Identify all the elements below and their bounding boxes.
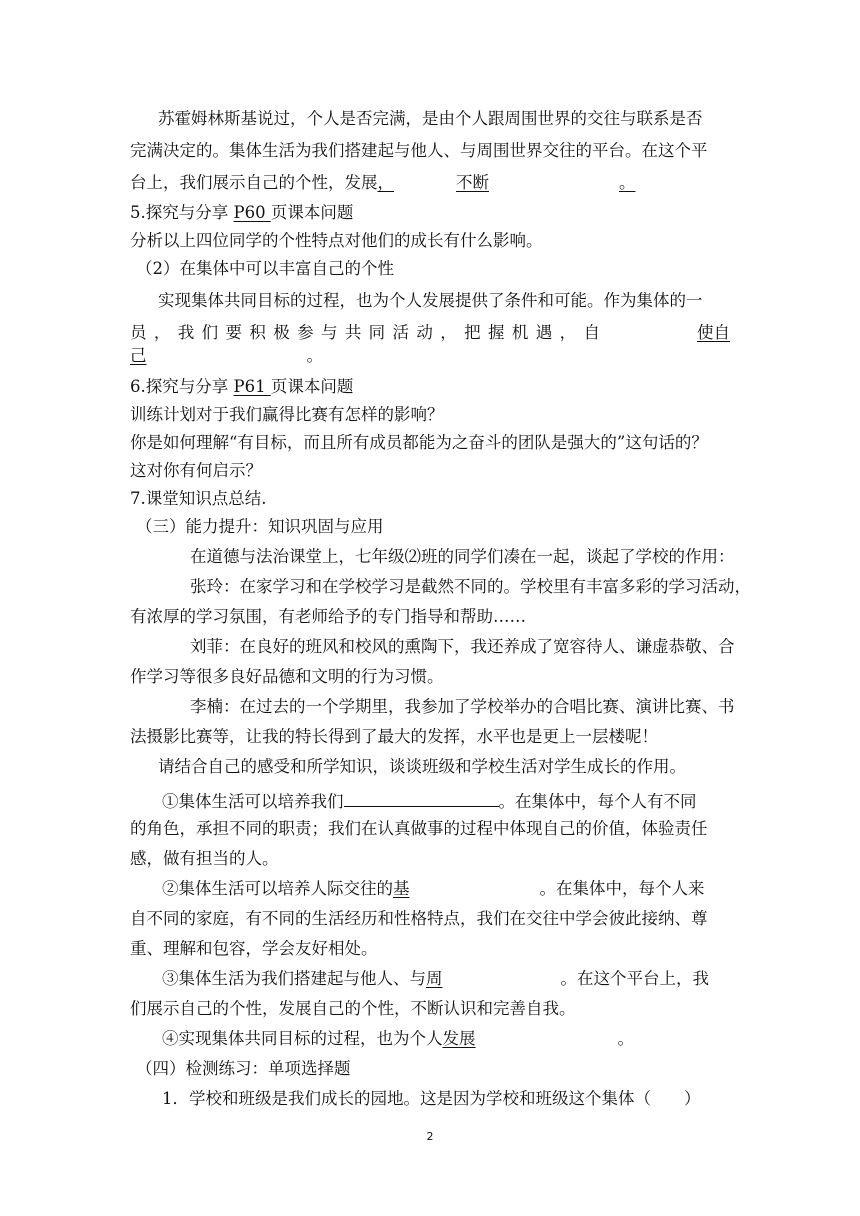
paragraph-line: 李楠：在过去的一个学期里，我参加了学校举办的合唱比赛、演讲比赛、书	[190, 697, 735, 716]
fill-blank	[344, 788, 499, 807]
paragraph-line: 员，我们要积极参与共同活动，把握机遇，自 使自	[130, 323, 730, 342]
paragraph-line: 自不同的家庭，有不同的生活经历和性格特点，我们在交往中学会彼此接纳、尊	[130, 909, 708, 928]
question-line: 分析以上四位同学的个性特点对他们的成长有什么影响。	[130, 231, 543, 250]
fill-blank: 己	[130, 346, 147, 365]
section-heading: 5.探究与分享 P60 页课本问题	[130, 203, 354, 222]
answer-line: ④实现集体共同目标的过程，也为个人发展 。	[162, 1029, 634, 1048]
section-heading: 7.课堂知识点总结.	[130, 489, 267, 508]
question-line: 1．学校和班级是我们成长的园地。这是因为学校和班级这个集体（ ）	[162, 1089, 701, 1108]
page-reference: P60	[233, 203, 271, 222]
paragraph-line: 实现集体共同目标的过程，也为个人发展提供了条件和可能。作为集体的一	[158, 291, 703, 310]
paragraph-line: 的角色，承担不同的职责；我们在认真做事的过程中体现自己的价值，体验责任	[130, 819, 708, 838]
text-fragment: 台上，我们展示自己的个性，发展	[130, 173, 378, 192]
answer-line: ③集体生活为我们搭建起与他人、与周 。在这个平台上，我	[162, 969, 709, 988]
paragraph-line: 作学习等很多良好品德和文明的行为习惯。	[130, 667, 444, 686]
page-reference: P61	[233, 377, 271, 396]
paragraph-line: 刘菲：在良好的班风和校风的熏陶下，我还养成了宽容待人、谦虚恭敬、合	[190, 637, 735, 656]
part-heading: （四）检测练习：单项选择题	[136, 1059, 351, 1078]
part-heading: （三）能力提升：知识巩固与应用	[136, 517, 384, 536]
section-heading: 6.探究与分享 P61 页课本问题	[130, 377, 354, 396]
paragraph-line: 重、理解和包容，学会友好相处。	[130, 939, 378, 958]
question-line: 你是如何理解“有目标，而且所有成员都能为之奋斗的团队是强大的”这句话的？	[130, 433, 708, 452]
question-line: 训练计划对于我们赢得比赛有怎样的影响？	[130, 405, 444, 424]
paragraph-line: 张玲：在家学习和在学校学习是截然不同的。学校里有丰富多彩的学习活动，	[190, 577, 751, 596]
paragraph-line: 有浓厚的学习氛围，有老师给予的专门指导和帮助……	[130, 607, 526, 626]
answer-line: ①集体生活可以培养我们 。在集体中，每个人有不同	[162, 788, 762, 813]
answer-line: ②集体生活可以培养人际交往的基 。在集体中，每个人来	[162, 879, 705, 898]
subsection-heading: （2）在集体中可以丰富自己的个性	[136, 259, 394, 278]
paragraph-line: 法摄影比赛等，让我的特长得到了最大的发挥，水平也是更上一层楼呢！	[130, 727, 658, 746]
fill-blank: 周	[426, 969, 443, 988]
question-line: 这对你有何启示？	[130, 461, 262, 480]
fill-blank: 基	[393, 879, 410, 898]
paragraph-line: 完满决定的。集体生活为我们搭建起与他人、与周围世界交往的平台。在这个平	[130, 141, 708, 160]
fill-blank: ， 不断 。	[377, 173, 636, 192]
page-number: 2	[426, 1130, 434, 1143]
paragraph-line: 苏霍姆林斯基说过，个人是否完满，是由个人跟周围世界的交往与联系是否	[158, 109, 703, 128]
paragraph-line	[130, 172, 730, 194]
paragraph-line: 己 。	[130, 346, 323, 365]
paragraph-line: 在道德与法治课堂上，七年级⑵班的同学们凑在一起，谈起了学校的作用：	[190, 547, 735, 566]
paragraph-line: 请结合自己的感受和所学知识，谈谈班级和学校生活对学生成长的作用。	[158, 757, 686, 776]
fill-blank: 发展	[442, 1029, 476, 1048]
paragraph-line: 感，做有担当的人。	[130, 849, 279, 868]
fill-blank: 使自	[697, 323, 730, 342]
paragraph-line: 们展示自己的个性，发展自己的个性，不断认识和完善自我。	[130, 999, 576, 1018]
